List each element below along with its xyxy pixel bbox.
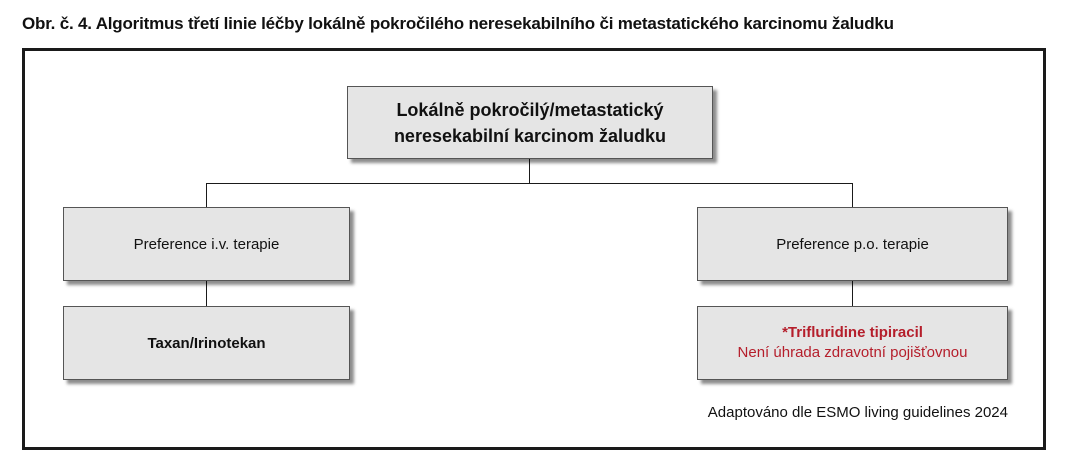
iv-therapy-node [63,306,350,380]
po-therapy-node [697,306,1008,380]
connector-left-down [206,183,207,207]
connector-horizontal [206,183,853,184]
connector-iv-to-therapy [206,281,207,306]
po-therapy-label: *Trifluridine tipiracil [782,324,923,341]
connector-po-to-therapy [852,281,853,306]
po-preference-node [697,207,1008,281]
source-footnote: Adaptováno dle ESMO living guidelines 2024 [707,404,1008,421]
figure-title: Obr. č. 4. Algoritmus třetí linie léčby lokálně pokročilého neresekabilního či metastatického karcinomu žaludku [22,14,894,33]
po-preference-label: Preference p.o. terapie [776,235,929,253]
root-node-line-2: neresekabilní karcinom žaludku [393,125,667,146]
iv-therapy-label: Taxan/Irinotekan [147,334,266,352]
connector-root-down [529,159,530,183]
iv-preference-label: Preference i.v. terapie [133,235,280,253]
iv-preference-node [63,207,350,281]
root-node-line-1: Lokálně pokročilý/metastatický [396,99,664,120]
connector-right-down [852,183,853,207]
root-node [347,86,713,159]
po-therapy-note: Není úhrada zdravotní pojišťovnou [737,344,968,361]
